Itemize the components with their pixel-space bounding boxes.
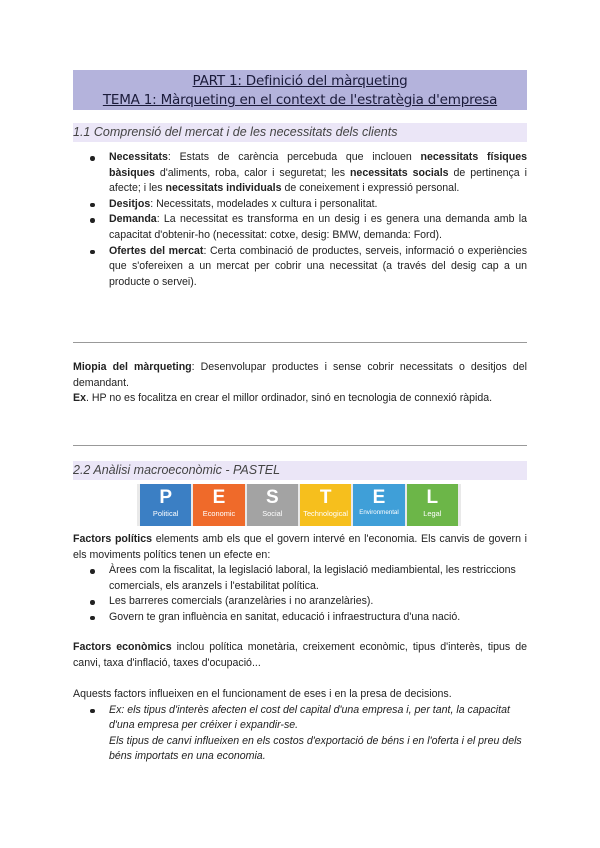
- pestel-letter: T: [319, 487, 332, 508]
- text-fragment: : La necessitat es transforma en un desig i es genera una demanda amb la capacitat d'obtenir-ho (necessitat: cotxe, desig: BMW, demanda: Ford).: [109, 213, 527, 241]
- text-fragment: elements amb els que el govern intervé en l'economia. Els canvis de govern i els moviments polítics tenen un efecte en:: [73, 533, 527, 561]
- bold-fragment: necessitats individuals: [165, 182, 282, 195]
- pestel-word: Political: [152, 509, 179, 518]
- section1-list: [73, 150, 527, 290]
- text-fragment: : Estats de carència percebuda que inclouen: [167, 151, 421, 163]
- list-item: Àrees com la fiscalitat, la legislació laboral, la legislació mediambiental, les restriccions comercials, els aranzels i l'estabilitat política.: [73, 563, 527, 594]
- section-heading-2: 2.2 Anàlisi macroeconòmic - PASTEL: [73, 461, 527, 480]
- pestel-word: Environmental: [359, 509, 399, 516]
- politics-intro: [73, 532, 527, 563]
- section-heading-1: 1.1 Comprensió del mercat i de les necessitats dels clients: [73, 123, 527, 142]
- miopia-example: [73, 391, 527, 407]
- term-economics: Factors econòmics: [73, 641, 172, 653]
- term-politics: Factors polítics: [73, 533, 153, 545]
- term-desitjos: Desitjos: [109, 197, 151, 210]
- pestel-word: Social: [262, 509, 283, 518]
- list-item-desitjos: [73, 197, 527, 213]
- example-item: [73, 703, 527, 765]
- miopia-paragraph: [73, 360, 527, 407]
- bold-fragment: necessitats socials: [349, 166, 449, 179]
- text-fragment: . HP no es focalitza en crear el millor ordinador, sinó en tecnologia de connexió ràpida.: [85, 392, 493, 405]
- term-demanda: Demanda: [109, 213, 157, 226]
- politics-paragraph: [73, 532, 527, 626]
- divider: [73, 445, 527, 446]
- topic-title: TEMA 1: Màrqueting en el context de l'estratègia d'empresa: [102, 92, 498, 108]
- text-fragment: de coneixement i expressió personal.: [281, 182, 460, 195]
- term-miopia: Miopia del màrqueting: [73, 361, 192, 373]
- term-ofertes: Ofertes del mercat: [109, 244, 204, 257]
- part-title: PART 1: Definició del màrqueting: [192, 73, 408, 89]
- economics-paragraph: [73, 640, 527, 671]
- pestel-tile-political: [140, 484, 191, 526]
- pestel-letter: S: [265, 487, 279, 508]
- list-item-necessitats: [73, 150, 527, 197]
- pestel-word: Legal: [423, 509, 442, 518]
- text-fragment: de pertinença i afecte; i les: [109, 166, 527, 195]
- pestel-word: Technological: [303, 509, 349, 518]
- text-fragment: : Certa combinació de productes, serveis, informació o experiències que s'ofereixen a un mercat per cobrir una necessitat (a través del desig cap a un producte o servei).: [109, 244, 527, 288]
- miopia-definition: [73, 360, 527, 391]
- document-title-banner: [73, 70, 527, 110]
- pestel-letter: E: [372, 487, 386, 508]
- pestel-word: Economic: [202, 509, 236, 518]
- text-fragment: d'aliments, roba, calor i seguretat; les: [154, 166, 350, 179]
- pestel-graphic: [137, 484, 461, 526]
- list-item: Govern te gran influència en sanitat, educació i infraestructura d'una nació.: [73, 610, 527, 626]
- term-necessitats: Necessitats: [109, 151, 168, 163]
- pestel-tile-environmental: [353, 484, 404, 526]
- pestel-letter: P: [159, 487, 172, 508]
- text-fragment: inclou política monetària, creixement econòmic, tipus d'interès, tipus de canvi, taxa d'inflació, taxes d'ocupació...: [73, 641, 527, 669]
- text-fragment: : Necessitats, modelades x cultura i personalitat.: [150, 197, 378, 210]
- pestel-tile-economic: [193, 484, 244, 526]
- influence-text: Aquests factors influeixen en el funcionament de eses i en la presa de decisions.: [73, 688, 452, 700]
- example-line: Els tipus de canvi influeixen en els costos d'exportació de béns i en l'oferta i el preu dels béns importats en una economia.: [109, 734, 522, 763]
- list-item-ofertes: [73, 244, 527, 291]
- list-item: Les barreres comercials (aranzelàries i no aranzelàries).: [73, 594, 527, 610]
- bold-fragment: necessitats físiques bàsiques: [109, 151, 528, 179]
- divider: [73, 342, 527, 343]
- list-item-demanda: [73, 212, 527, 243]
- pestel-tile-social: [247, 484, 298, 526]
- pestel-tile-legal: [407, 484, 458, 526]
- pestel-letter: E: [212, 487, 226, 508]
- influence-paragraph: [73, 687, 527, 765]
- pestel-tile-technological: [300, 484, 351, 526]
- pestel-letter: L: [426, 487, 439, 508]
- example-line: Ex: els tipus d'interès afecten el cost del capital d'una empresa i, per tant, la capacitat d'una empresa per créixer i expandir-se.: [109, 703, 510, 732]
- term-ex: Ex: [73, 392, 86, 405]
- text-fragment: : Desenvolupar productes i sense cobrir necessitats o desitjos del demandant.: [73, 361, 527, 389]
